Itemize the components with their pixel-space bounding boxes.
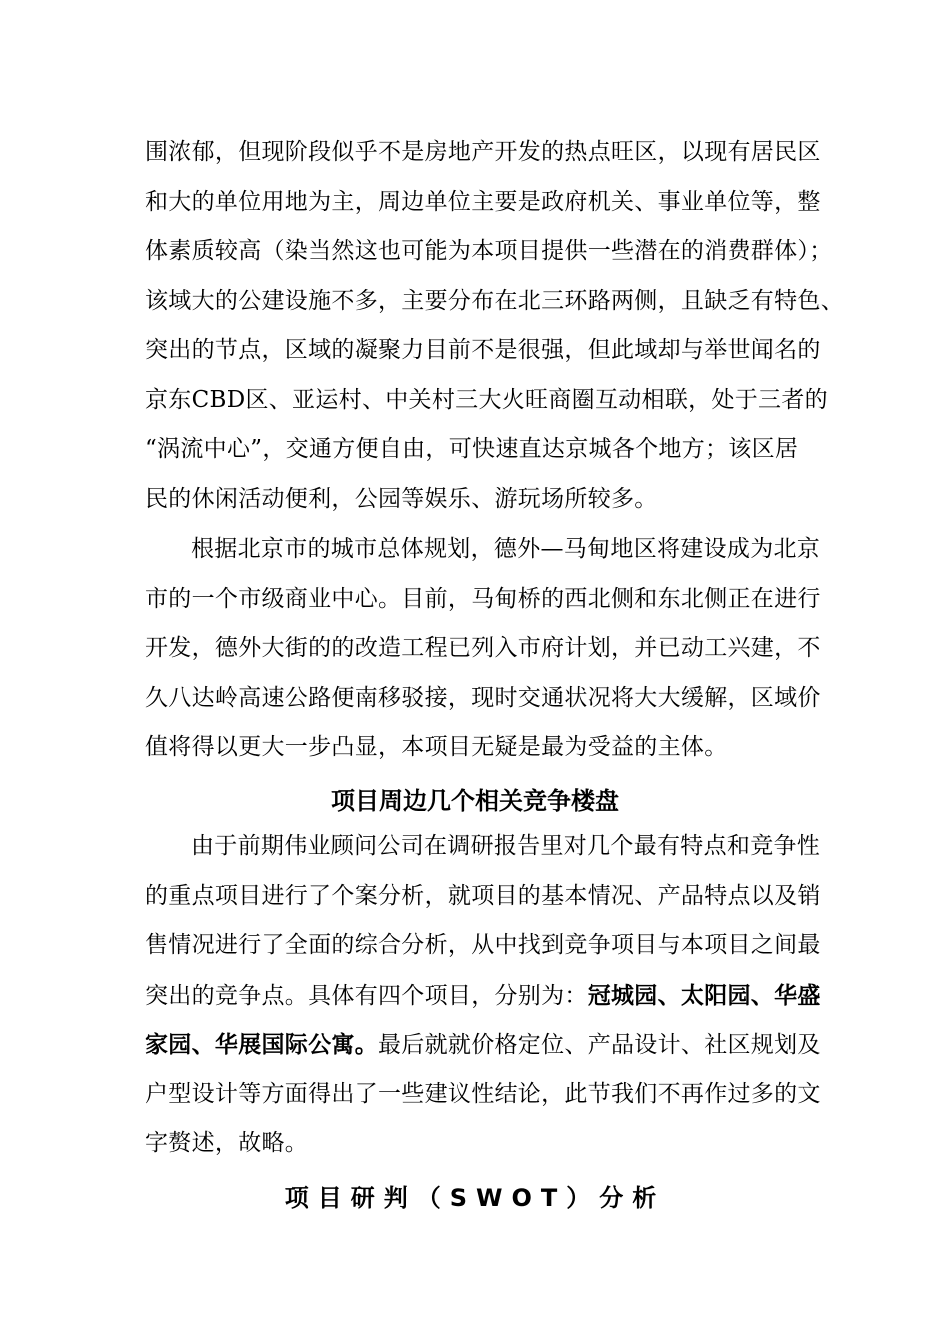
text-line: 开发，德外大街的的改造工程已列入市府计划，并已动工兴建，不	[145, 635, 821, 661]
text-line: 民的休闲活动便利，公园等娱乐、游玩场所较多。	[145, 485, 658, 512]
text-line: 户型设计等方面得出了一些建议性结论，此节我们不再作过多的文	[145, 1080, 821, 1107]
text-line	[145, 1020, 825, 1070]
bold-project-names: 冠城园、太阳园、华盛	[587, 981, 821, 1009]
paragraph-district-overview	[145, 128, 844, 524]
paragraph-competitors	[145, 822, 825, 1169]
text-line: 售情况进行了全面的综合分析，从中找到竞争项目与本项目之间最	[145, 932, 821, 958]
text-run: 最后就就价格定位、产品设计、社区规划及	[378, 1032, 821, 1058]
text-line: 京东CBD区、亚运村、中关村三大火旺商圈互动相联，处于三者的	[145, 386, 828, 413]
text-line: “涡流中心”，交通方便自由，可快速直达京城各个地方；该区居	[145, 436, 799, 462]
text-line: 市的一个市级商业中心。目前，马甸桥的西北侧和东北侧正在进行	[145, 585, 821, 612]
text-line: 由于前期伟业顾问公司在调研报告里对几个最有特点和竞争性	[191, 833, 821, 859]
text-line: 字赘述，故略。	[145, 1130, 309, 1156]
text-line: 久八达岭高速公路便南移驳接，现时交通状况将大大缓解，区域价	[145, 684, 821, 711]
text-line: 和大的单位用地为主，周边单位主要是政府机关、事业单位等，整	[145, 188, 821, 215]
section-heading-swot: 项目研判（SWOT）分析	[284, 1184, 666, 1212]
text-line: 根据北京市的城市总体规划，德外—马甸地区将建设成为北京	[191, 536, 821, 562]
bold-project-names: 家园、华展国际公寓。	[145, 1031, 378, 1058]
text-line: 值将得以更大一步凸显，本项目无疑是最为受益的主体。	[145, 734, 728, 760]
paragraph-city-planning	[145, 525, 825, 773]
text-line: 该域大的公建设施不多，主要分布在北三环路两侧，且缺乏有特色、	[145, 287, 844, 314]
text-line: 突出的节点，区域的凝聚力目前不是很强，但此域却与举世闻名的	[145, 337, 821, 363]
text-line: 的重点项目进行了个案分析，就项目的基本情况、产品特点以及销	[145, 882, 821, 909]
text-line: 围浓郁，但现阶段似乎不是房地产开发的热点旺区，以现有居民区	[145, 139, 821, 165]
section-heading-competitors: 项目周边几个相关竞争楼盘	[331, 787, 619, 815]
text-line	[145, 971, 825, 1021]
text-line: 体素质较高（染当然这也可能为本项目提供一些潜在的消费群体）；	[145, 238, 833, 264]
text-run: 突出的竞争点。具体有四个项目，分别为：	[145, 982, 588, 1009]
